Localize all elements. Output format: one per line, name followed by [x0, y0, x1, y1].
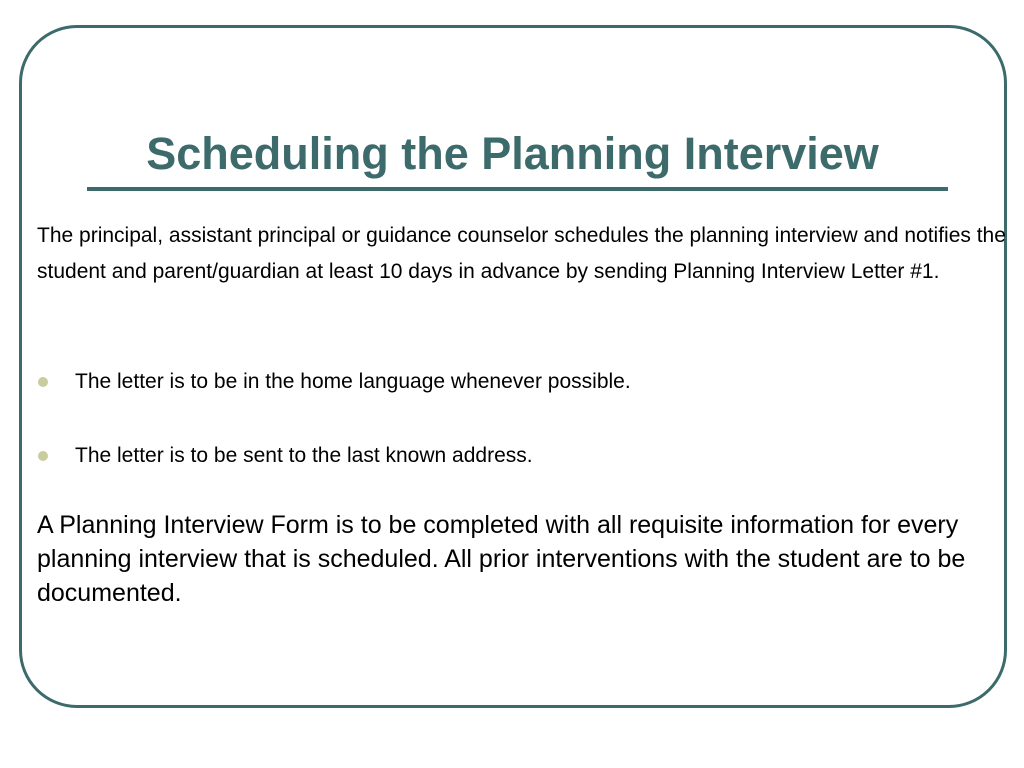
bullet-text: The letter is to be sent to the last known address.: [75, 444, 533, 467]
bullet-dot-icon: [38, 377, 48, 387]
bullet-dot-icon: [38, 451, 48, 461]
bullet-item: [37, 442, 987, 472]
bullet-item: [37, 368, 987, 398]
bullet-text: The letter is to be in the home language whenever possible.: [75, 370, 631, 393]
intro-paragraph: The principal, assistant principal or guidance counselor schedules the planning interview and notifies the student and parent/guardian at least 10 days in advance by sending Planning Interview Letter #1.: [37, 224, 1006, 283]
closing-paragraph: A Planning Interview Form is to be completed with all requisite information for every planning interview that is scheduled. All prior interventions with the student are to be documented.: [37, 511, 966, 607]
title-underline: [87, 187, 948, 191]
slide-title: Scheduling the Planning Interview: [146, 128, 879, 179]
